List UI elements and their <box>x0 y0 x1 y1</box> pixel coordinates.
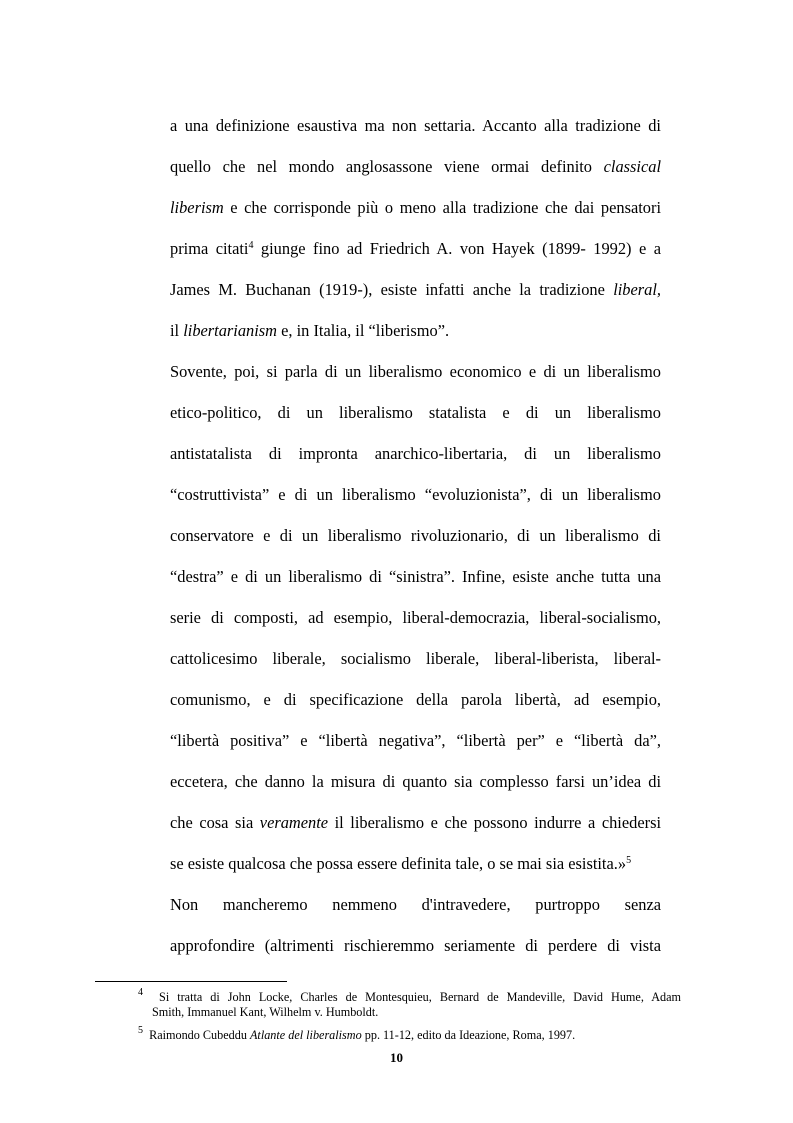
footnote-ref-5[interactable]: 5 <box>626 855 632 866</box>
body-line-12: “destra” e di un liberalismo di “sinistra”. Infine, esiste anche tutta una <box>170 567 661 586</box>
body-line-5: James M. Buchanan (1919-), esiste infatti anche la tradizione liberal, <box>170 280 661 299</box>
body-line-16: “libertà positiva” e “libertà negativa”, “libertà per” e “libertà da”, <box>170 731 661 750</box>
footnote-separator <box>95 981 287 982</box>
footnote-4 <box>138 987 681 1005</box>
body-line-21: approfondire (altrimenti rischieremmo seriamente di perdere di vista <box>170 936 661 955</box>
footnote-4-continuation: Smith, Immanuel Kant, Wilhelm v. Humboldt. <box>152 1005 379 1019</box>
body-line-14: cattolicesimo liberale, socialismo liberale, liberal-liberista, liberal- <box>170 649 661 668</box>
body-line-10: “costruttivista” e di un liberalismo “evoluzionista”, di un liberalismo <box>170 485 661 504</box>
body-line-17: eccetera, che danno la misura di quanto sia complesso farsi un’idea di <box>170 772 661 791</box>
body-line-7: Sovente, poi, si parla di un liberalismo economico e di un liberalismo <box>170 362 661 381</box>
page-number: 10 <box>390 1050 403 1065</box>
body-line-1: a una definizione esaustiva ma non settaria. Accanto alla tradizione di <box>170 116 661 135</box>
body-line-2: quello che nel mondo anglosassone viene ormai definito classical <box>170 157 661 176</box>
body-line-18: che cosa sia veramente il liberalismo e che possono indurre a chiedersi <box>170 813 661 832</box>
body-line-20: Non mancheremo nemmeno d'intravedere, purtroppo senza <box>170 895 661 914</box>
body-line-11: conservatore e di un liberalismo rivoluzionario, di un liberalismo di <box>170 526 661 545</box>
body-line-3: liberism e che corrisponde più o meno alla tradizione che dai pensatori <box>170 198 661 217</box>
footnote-4-number: 4 <box>138 987 143 998</box>
footnote-5: $^5$ Raimondo Cubeddu Atlante del liberalismo pp. 11-12, edito da Ideazione, Roma, 1997. <box>138 1025 576 1042</box>
body-line-15: comunismo, e di specificazione della parola libertà, ad esempio, <box>170 690 661 709</box>
footnote-4-text: Si tratta di John Locke, Charles de Montesquieu, Bernard de Mandeville, David Hume, Adam <box>159 990 681 1004</box>
body-line-19: se esiste qualcosa che possa essere definita tale, o se mai sia esistita.»$^5$ <box>170 854 632 873</box>
body-line-8: etico-politico, di un liberalismo statalista e di un liberalismo <box>170 403 661 422</box>
footnote-5-number: 5 <box>138 1025 143 1036</box>
body-line-4: prima citati$^4$ giunge fino ad Friedrich A. von Hayek (1899- 1992) e a <box>170 239 661 258</box>
body-line-6: il libertarianism e, in Italia, il “liberismo”. <box>170 321 450 340</box>
footnote-5-book-title: Atlante del liberalismo <box>249 1028 362 1042</box>
body-line-9: antistatalista di impronta anarchico-libertaria, di un liberalismo <box>170 444 661 463</box>
body-line-13: serie di composti, ad esempio, liberal-democrazia, liberal-socialismo, <box>170 608 661 627</box>
footnote-ref-4[interactable]: 4 <box>248 240 254 251</box>
